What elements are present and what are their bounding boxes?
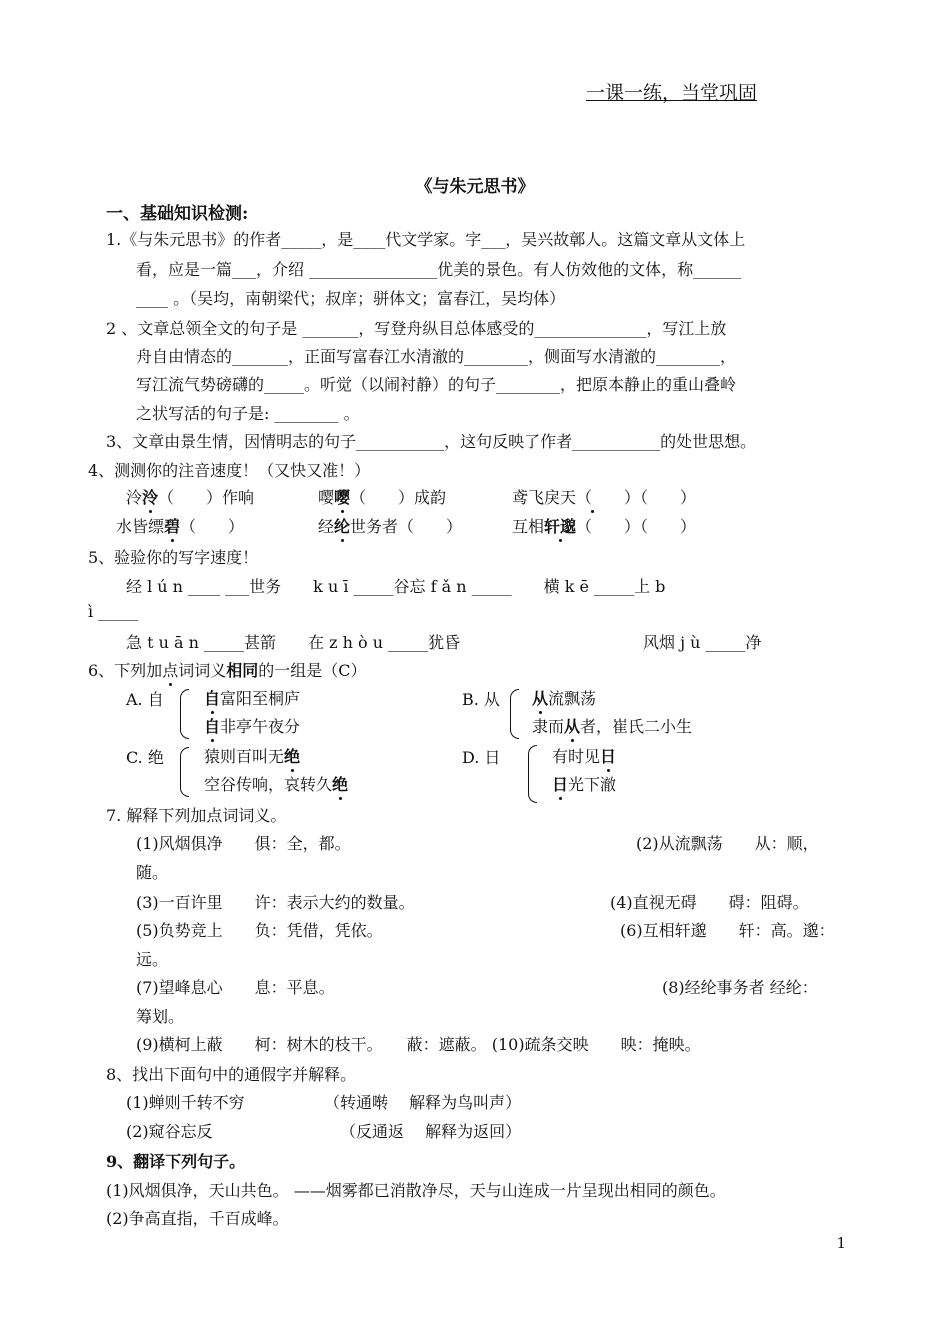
q5-title: 5、验验你的写字速度！	[88, 548, 259, 567]
q6-b-sentence1: 从流飘荡	[532, 689, 597, 708]
q2-line1: 2 、文章总领全文的句子是 _______，写登舟纵目总体感受的______________，写江上放	[106, 319, 727, 338]
q4-item: 鸢飞戾天（ ）（ ）	[512, 488, 697, 507]
q5-line1: 经 l ú n ____ ___世务 k u ī _____谷忘 f ǎ n _____ 横 k ē _____上 b	[126, 577, 666, 596]
q6-option-c-label: C. 绝	[126, 748, 164, 767]
q6-c-sentence2: 空谷传响，哀转久绝	[204, 775, 349, 794]
page-number: 1	[836, 1234, 846, 1252]
q6-d-sentence2: 日光下澈	[552, 775, 617, 794]
q1-line2: 看，应是一篇___，介绍 ________________优美的景色。有人仿效他的文体，称______	[136, 260, 742, 279]
q6-option-b-label: B. 从	[462, 690, 500, 709]
q6-c-sentence1: 猿则百叫无绝	[204, 747, 301, 766]
q6-option-d-label: D. 日	[462, 748, 501, 767]
brace-icon	[180, 689, 189, 739]
q3-line: 3、文章由景生情，因情明志的句子___________，这句反映了作者___________的处世思想。	[106, 432, 757, 451]
page-title: 《与朱元思书》	[415, 177, 535, 197]
q5-line1-cont: ì _____	[88, 602, 139, 621]
q8-item-2: (2)窥谷忘反	[126, 1122, 213, 1141]
q7-item: (5)负势竞上 负：凭借，凭依。	[136, 921, 383, 940]
q7-item: (7)望峰息心 息：平息。	[136, 978, 335, 997]
q4-title: 4、测测你的注音速度！（又快又准！）	[88, 461, 371, 480]
brace-icon	[528, 745, 537, 803]
q6-title: 6、下列加点词词义相同的一组是（C）	[88, 661, 367, 680]
q2-line2: 舟自由情态的_______，正面写富春江水清澈的________，侧面写水清澈的________，	[136, 347, 737, 366]
q7-item: (2)从流飘荡 从：顺，	[636, 834, 819, 853]
q7-item: 筹划。	[136, 1007, 185, 1026]
q5-line2: 急 t u ā n _____甚箭 在 z h ò u _____犹昏	[126, 633, 461, 652]
q1-line3: ____ 。（吴均，南朝梁代；叔庠；骈体文；富春江，吴均体）	[136, 289, 566, 308]
q7-item: (4)直视无碍 碍：阻碍。	[610, 893, 809, 912]
q9-sentence-2: (2)争高直指，千百成峰。	[106, 1209, 289, 1228]
q7-item: (6)互相轩邈 轩：高。邈：	[620, 921, 835, 940]
q7-title: 7. 解释下列加点词词义。	[106, 806, 287, 825]
q6-a-sentence1: 自富阳至桐庐	[204, 689, 301, 708]
q6-option-a-label: A. 自	[126, 690, 164, 709]
q4-item: 经纶世务者（ ）	[318, 517, 463, 536]
q4-item: 嘤嘤（ ）成韵	[318, 488, 447, 507]
brace-icon	[510, 689, 519, 739]
q6-a-sentence2: 自非亭午夜分	[204, 717, 301, 736]
q1-line1: 1.《与朱元思书》的作者_____，是____代文学家。字___，吴兴故鄣人。这篇文章从文体上	[106, 230, 746, 249]
q8-answer-1: （转通啭 解释为鸟叫声）	[324, 1093, 522, 1112]
q6-b-sentence2: 隶而从者，崔氏二小生	[532, 717, 693, 736]
q8-item-1: (1)蝉则千转不穷	[126, 1093, 245, 1112]
q4-item: 泠泠（ ）作响	[126, 488, 255, 507]
q5-line2-right: 风烟 j ù _____净	[643, 633, 762, 652]
q2-line3: 写江流气势磅礴的_____。听觉（以闹衬静）的句子________，把原本静止的重山叠岭	[136, 375, 737, 394]
q8-answer-2: （反通返 解释为返回）	[340, 1122, 522, 1141]
q4-item: 互相轩邈（ ）（ ）	[512, 517, 697, 536]
q7-item: (9)横柯上蔽 柯：树木的枝干。 蔽：遮蔽。 (10)疏条交映 映：掩映。	[136, 1035, 701, 1054]
header-slogan: 一课一练，当堂巩固	[586, 82, 758, 104]
q7-item: (3)一百许里 许：表示大约的数量。	[136, 893, 415, 912]
q9-title: 9、翻译下列句子。	[106, 1152, 246, 1171]
section-heading: 一、基础知识检测:	[106, 204, 249, 224]
q2-line4: 之状写活的句子是: ________ 。	[136, 404, 360, 423]
q7-item: (1)风烟俱净 俱：全，都。	[136, 834, 351, 853]
q7-item: (8)经纶事务者 经纶：	[662, 978, 818, 997]
q7-item: 随。	[136, 863, 169, 882]
q4-item: 水皆缥碧（ ）	[116, 517, 245, 536]
q8-title: 8、找出下面句中的通假字并解释。	[106, 1065, 357, 1084]
q9-sentence-1: (1)风烟俱净，天山共色。 ——烟雾都已消散净尽，天与山连成一片呈现出相同的颜色。	[106, 1181, 726, 1200]
brace-icon	[180, 747, 189, 797]
q6-d-sentence1: 有时见日	[552, 747, 617, 766]
q7-item: 远。	[136, 950, 169, 969]
